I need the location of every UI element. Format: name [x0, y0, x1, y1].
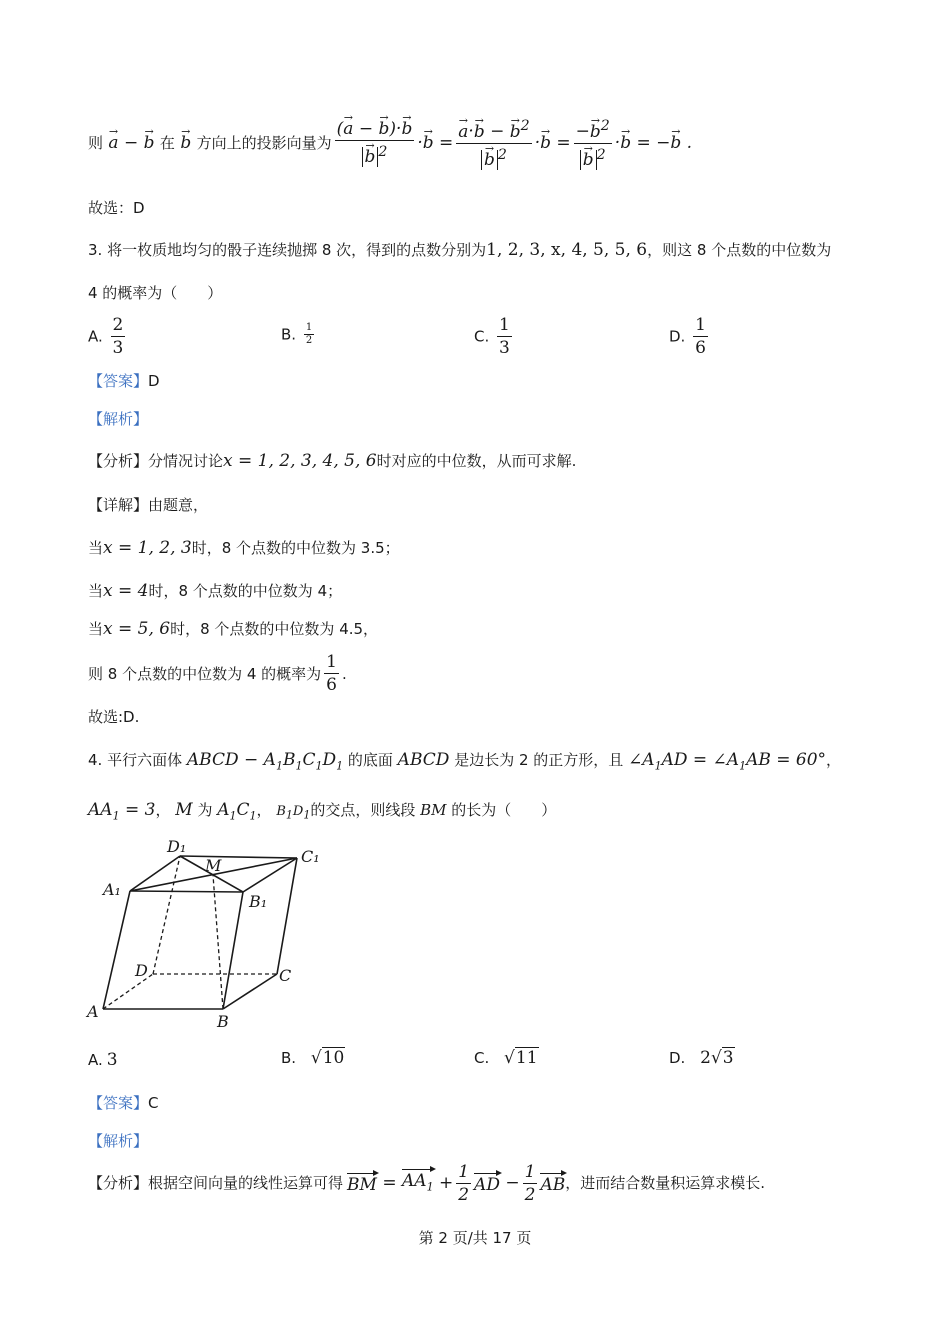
- label-m: M: [205, 856, 222, 875]
- q3-case-3: 当x = 5, 6时，8 个点数的中位数为 4.5，: [88, 619, 379, 639]
- q3-stem-line-1: 3. 将一枚质地均匀的骰子连续抛掷 8 次，得到的点数分别为1, 2, 3, x, 4, 5, 5, 6，则这 8 个点数的中位数为: [88, 240, 832, 260]
- q3-option-b: B. $\frac{1}{2}$: [281, 322, 313, 346]
- q2-projection-line: 则 → a − → b 在 → b 方向上的投影向量为 (→ a − → b)·→ b → b $^2$ ·→ b = → a·→ b − → $b^2$ → b $^2$ ·→ b = −→ $b^2$ → b $^2$ ·→ b = −→ b .: [88, 108, 692, 178]
- q3-choose: 故选:D.: [88, 708, 140, 726]
- q3-result-fraction: $\frac{1}{6}$: [326, 652, 337, 695]
- label-d: D: [135, 961, 148, 980]
- q4-analysis-tag: 【解析】: [88, 1132, 149, 1150]
- q3-stem-line-2: 4 的概率为（ ）: [88, 284, 223, 302]
- q3-option-a: A. $\frac{2}{3}$: [88, 315, 124, 358]
- q3-option-d: D. $\frac{1}{6}$: [669, 315, 706, 358]
- q4-answer: 【答案】C: [88, 1094, 159, 1112]
- q4-parallelepiped-figure: [85, 835, 335, 1035]
- label-b: B: [217, 1012, 229, 1031]
- label-c: C: [279, 966, 292, 985]
- q3-case-1: 当x = 1, 2, 3时，8 个点数的中位数为 3.5；: [88, 538, 400, 558]
- q2-vec-b: → b: [175, 133, 197, 153]
- label-c1: C₁: [301, 847, 320, 866]
- label-a1: A₁: [103, 880, 121, 899]
- q2-prefix: 则: [88, 134, 104, 152]
- q4-stem-line-1: 4. 平行六面体 ABCD − $A_1B_1C_1D_1$ 的底面 ABCD 是边长为 2 的正方形，且 $\angle A_1AD$ = $\angle A_1AB = 60^\circ$，: [88, 750, 842, 773]
- q3-analysis-tag: 【解析】: [88, 410, 149, 428]
- q4-solid-name: ABCD − $A_1B_1C_1D_1$: [186, 750, 344, 773]
- edge-a-a1: [103, 891, 130, 1009]
- q3-result: 则 8 个点数的中位数为 4 的概率为 $\frac{1}{6}$ .: [88, 652, 347, 695]
- q3-case-2: 当x = 4时，8 个点数的中位数为 4；: [88, 581, 343, 601]
- q3-fenxi: 【分析】分情况讨论x = 1, 2, 3, 4, 5, 6时对应的中位数，从而可求解.: [88, 451, 577, 471]
- label-b1: B₁: [249, 892, 268, 911]
- label-d1: D₁: [167, 837, 187, 856]
- edge-b-b1: [223, 892, 243, 1009]
- q2-answer-line: 故选：D: [88, 199, 145, 217]
- hidden-segment-b-m: [213, 875, 223, 1009]
- q2-mid2: 方向上的投影向量为: [196, 134, 332, 152]
- edge-c-c1: [277, 858, 297, 974]
- edge-c1-d1: [180, 856, 297, 858]
- q2-vec-a-minus-b: → a − → b: [103, 133, 160, 153]
- q4-angle-condition: $\angle A_1AD$ = $\angle A_1AB = 60^\circ$: [628, 750, 827, 773]
- hidden-edge-d-d1: [153, 856, 180, 974]
- edge-b-c: [223, 974, 277, 1009]
- page-footer: 第 2 页/共 17 页: [418, 1229, 532, 1247]
- q3-points: 1, 2, 3, x, 4, 5, 5, 6: [486, 240, 648, 260]
- q4-stem-line-2: $AA_1 = 3$， M 为 $A_1C_1$， $B_1D_1$的交点，则线段 BM 的长为（ ）: [88, 800, 557, 823]
- q2-formula-frac-3: −→ $b^2$ → b $^2$: [574, 115, 612, 171]
- q4-option-c: C. √11: [474, 1048, 538, 1068]
- q4-fenxi: 【分析】 根据空间向量的线性运算可得 BM = $AA_1$ + $\frac{1}{2}$ AD − $\frac{1}{2}$ AB ，进而结合数量积运算求模长.: [88, 1161, 766, 1205]
- q4-option-d: D. 2√3: [669, 1048, 734, 1068]
- q4-vector-equation: BM = $AA_1$ + $\frac{1}{2}$ AD − $\frac{1}{2}$ AB: [347, 1161, 566, 1205]
- edge-a1-b1: [130, 891, 243, 892]
- q4-option-b: B. √10: [281, 1048, 345, 1068]
- q3-detail: 【详解】由题意，: [88, 496, 209, 514]
- label-a: A: [87, 1002, 99, 1021]
- q2-formula-frac-1: (→ a − → b)·→ b → b $^2$: [335, 118, 415, 169]
- q4-option-a: A. 3: [88, 1050, 118, 1070]
- q2-mid1: 在: [159, 134, 175, 152]
- q3-answer: 【答案】D: [88, 372, 160, 390]
- q2-formula-frac-2: → a·→ b − → $b^2$ → b $^2$: [456, 115, 531, 171]
- q3-option-c: C. $\frac{1}{3}$: [474, 315, 510, 358]
